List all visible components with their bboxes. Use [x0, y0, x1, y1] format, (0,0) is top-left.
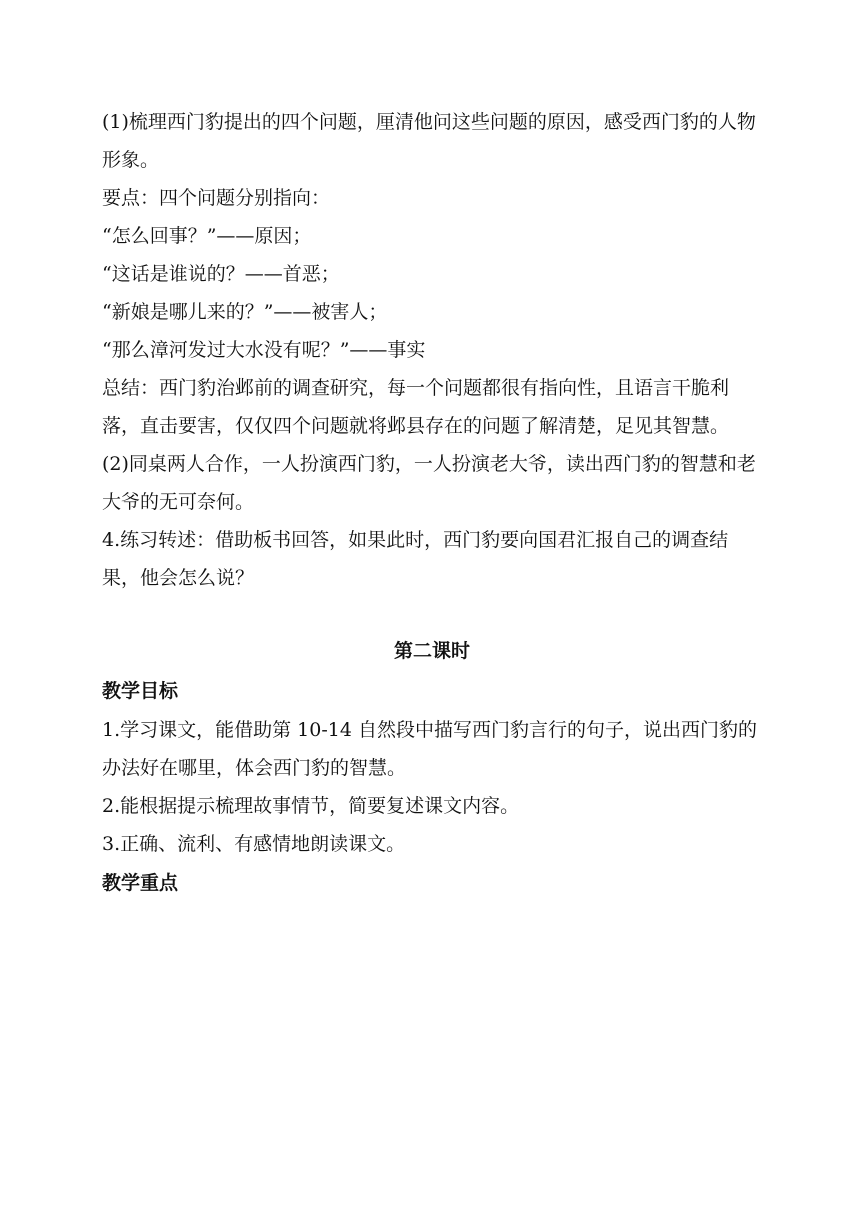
question-line-2: “这话是谁说的？——首恶；	[102, 263, 340, 285]
paragraph-question-analysis: (1)梳理西门豹提出的四个问题，厘清他问这些问题的原因，感受西门豹的人物形象。	[102, 111, 756, 171]
goal-item-3: 3.正确、流利、有感情地朗读课文。	[102, 833, 406, 855]
summary-paragraph: 总结：西门豹治邺前的调查研究，每一个问题都很有指向性，且语言干脆利落，直击要害，仅仅四个问题就将邺县存在的问题了解清楚，足见其智慧。	[102, 377, 730, 437]
keypoint-line: 要点：四个问题分别指向：	[102, 187, 331, 209]
question-line-3: “新娘是哪儿来的？”——被害人；	[102, 301, 388, 323]
goals-heading: 教学目标	[102, 680, 179, 702]
paragraph-retelling: 4.练习转述：借助板书回答，如果此时，西门豹要向国君汇报自己的调查结果，他会怎么说？	[102, 529, 729, 589]
section-gap	[102, 597, 762, 631]
question-line-4: “那么漳河发过大水没有呢？”——事实	[102, 339, 426, 361]
focus-heading: 教学重点	[102, 872, 179, 894]
document-page	[102, 103, 762, 903]
goal-item-1: 1.学习课文，能借助第 10-14 自然段中描写西门豹言行的句子，说出西门豹的办法好在哪里，体会西门豹的智慧。	[102, 719, 757, 779]
question-line-1: “怎么回事？”——原因；	[102, 225, 312, 247]
goal-item-2: 2.能根据提示梳理故事情节，简要复述课文内容。	[102, 795, 520, 817]
paragraph-role-play: (2)同桌两人合作，一人扮演西门豹，一人扮演老大爷，读出西门豹的智慧和老大爷的无可奈何。	[102, 453, 756, 513]
lesson-title: 第二课时	[393, 640, 470, 662]
